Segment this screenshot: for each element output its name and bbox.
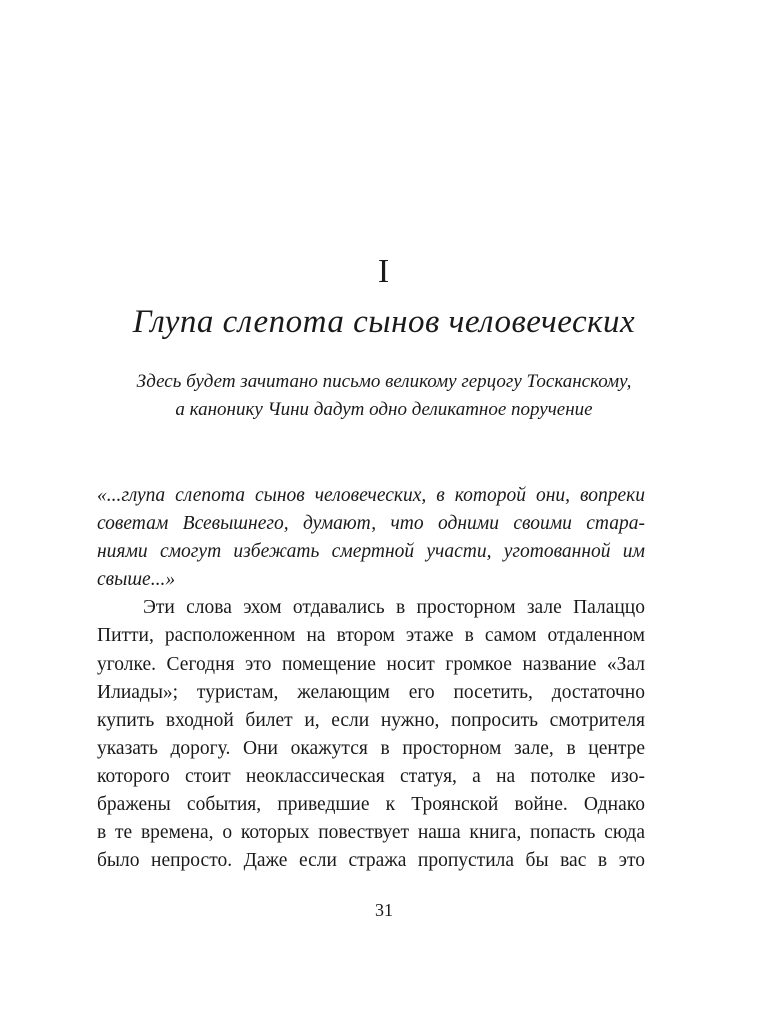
paragraph-line: Питти, расположенном на втором этаже в самом отдаленном xyxy=(97,625,645,647)
epigraph-line: советам Всевышнего, думают, что одними своими стара- xyxy=(97,513,645,535)
epigraph-line: свыше...» xyxy=(97,569,176,591)
body-text xyxy=(97,482,645,875)
paragraph-line: уголке. Сегодня это помещение носит громкое название «Зал xyxy=(97,653,645,675)
chapter-number: I xyxy=(377,253,391,290)
chapter-subtitle xyxy=(96,368,672,424)
paragraph-line: бражены события, приведшие к Троянской войне. Однако xyxy=(97,794,645,816)
paragraph xyxy=(97,594,645,875)
paragraph-line: было непросто. Даже если стража пропустила бы вас в это xyxy=(97,850,645,872)
subtitle-line: Здесь будет зачитано письмо великому герцогу Тосканскому, xyxy=(136,371,632,392)
paragraph-line: купить входной билет и, если нужно, попросить смотрителя xyxy=(97,709,645,731)
epigraph-line: «...глупа слепота сынов человеческих, в которой они, вопреки xyxy=(97,485,645,506)
paragraph-line: в те времена, о которых повествует наша книга, попасть сюда xyxy=(97,822,645,844)
paragraph-line: Илиады»; туристам, желающим его посетить, достаточно xyxy=(97,681,645,703)
epigraph xyxy=(97,482,645,594)
paragraph-line: которого стоит неоклассическая статуя, а на потолке изо- xyxy=(97,765,645,787)
paragraph-line: указать дорогу. Они окажутся в просторном зале, в центре xyxy=(97,737,645,759)
epigraph-line: ниями смогут избежать смертной участи, уготованной им xyxy=(97,541,645,563)
subtitle-line: а канонику Чини дадут одно деликатное поручение xyxy=(175,399,593,420)
chapter-title: Глупа слепота сынов человеческих xyxy=(132,304,636,340)
paragraph-line: Эти слова эхом отдавались в просторном зале Палаццо xyxy=(143,597,645,619)
page-number: 31 xyxy=(375,900,393,920)
